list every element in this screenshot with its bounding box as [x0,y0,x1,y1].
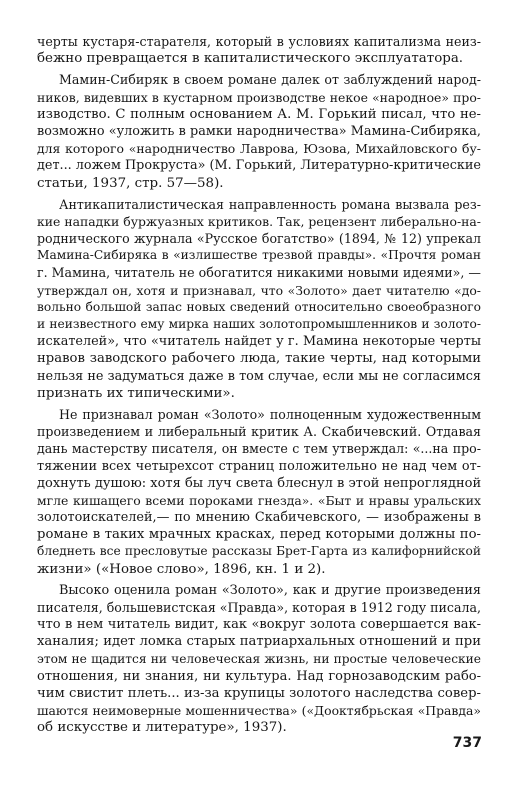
text-line: г. Мамина, читатель не обогатится никакими новыми идеями», — [37,265,481,281]
text-line: тяжении всех четырехсот страниц положительно не над чем от- [37,458,481,474]
text-line: Высоко оценила роман «Золото», как и другие произведения [59,582,481,598]
paragraph [37,406,481,578]
text-line: Мамина-Сибиряка в «излишестве трезвой правды». «Прочтя роман [37,248,481,263]
text-line: что в нем читатель видит, как «вокруг золота совершается вак- [37,617,481,633]
text-line: дохнуть душою: хотя бы луч света блеснул в этой непроглядной [37,475,482,491]
text-line: жизни» («Новое слово», 1896, кн. 1 и 2). [37,561,326,577]
page-number: 737 [452,735,482,751]
text-line: ханалия; идет ломка старых патриархальных отношений и при [37,634,481,650]
paragraph [37,33,481,67]
text-line: Мамин-Сибиряк в своем романе далек от заблуждений народ- [59,72,481,88]
text-line: об искусстве и литературе», 1937). [37,720,287,736]
text-line: вольно большой запас новых сведений относительно своеобразного [37,299,481,314]
text-line: возможно «уложить в рамки народничества» Мамина-Сибиряка, [37,123,481,139]
text-line: ников, видевших в кустарном производстве некое «народное» про- [37,89,481,105]
text-line: писателя, большевистская «Правда», которая в 1912 году писала, [37,600,481,615]
text-line: произведением и либеральный критик А. Скабичевский. Отдавая [37,424,481,440]
text-line: дань мастерству писателя, он вместе с тем утверждал: «...на про- [37,441,481,457]
text-line: отношения, ни знания, ни культура. Над горнозаводским рабо- [37,668,481,684]
text-line: романе в таких мрачных красках, перед которыми должны по- [37,527,481,543]
text-line: нравов заводского рабочего люда, такие черты, над которыми [37,351,481,367]
text-line: утверждал он, хотя и признавал, что «Золото» дает читателю «до- [37,282,481,298]
text-line: шаются неимоверные мошенничества» («Дооктябрьская «Правда» [37,703,481,719]
text-line: и неизвестного ему мирка наших золотопромышленников и золото- [37,317,481,331]
text-line: черты кустаря-старателя, который в условиях капитализма неиз- [37,34,481,49]
text-line: бежно превращается в капиталистического эксплуататора. [37,51,464,67]
text-line: изводство. С полным основанием А. М. Горький писал, что не- [37,106,481,122]
paragraph [37,196,481,402]
text-line: золотоискателей,— по мнению Скабичевского, — изображены в [37,510,481,526]
text-line: мгле кишащего всеми пороками гнезда». «Быт и нравы уральских [37,492,481,508]
text-line: Не признавал роман «Золото» полноценным художественным [59,406,481,422]
text-line: чим свистит плеть... из-за крупицы золотого наследства совер- [37,685,481,701]
paragraph [37,71,481,191]
paragraph [37,582,481,737]
text-line: этом не щадится ни человеческая жизнь, ни простые человеческие [37,651,481,666]
text-line: кие нападки буржуазных критиков. Так, рецензент либерально-на- [37,213,481,229]
text-line: для которого «народничество Лаврова, Юзова, Михайловского бу- [37,141,481,157]
text-line: нельзя не задуматься даже в том случае, если мы не согласимся [37,368,481,384]
text-line: бледнеть все пресловутые рассказы Брет-Гарта из калифорнийской [37,544,481,559]
text-line: статьи, 1937, стр. 57—58). [37,175,224,191]
text-line: искателей», что «читатель найдет у г. Мамина некоторые черты [37,334,481,350]
body-text [37,33,481,741]
text-line: признать их типическими». [37,385,235,401]
text-line: Антикапиталистическая направленность романа вызвала рез- [59,196,481,212]
text-line: дет... ложем Прокруста» (М. Горький, Литературно-критические [37,158,481,174]
text-line: роднического журнала «Русское богатство» (1894, № 12) упрекал [37,231,481,247]
